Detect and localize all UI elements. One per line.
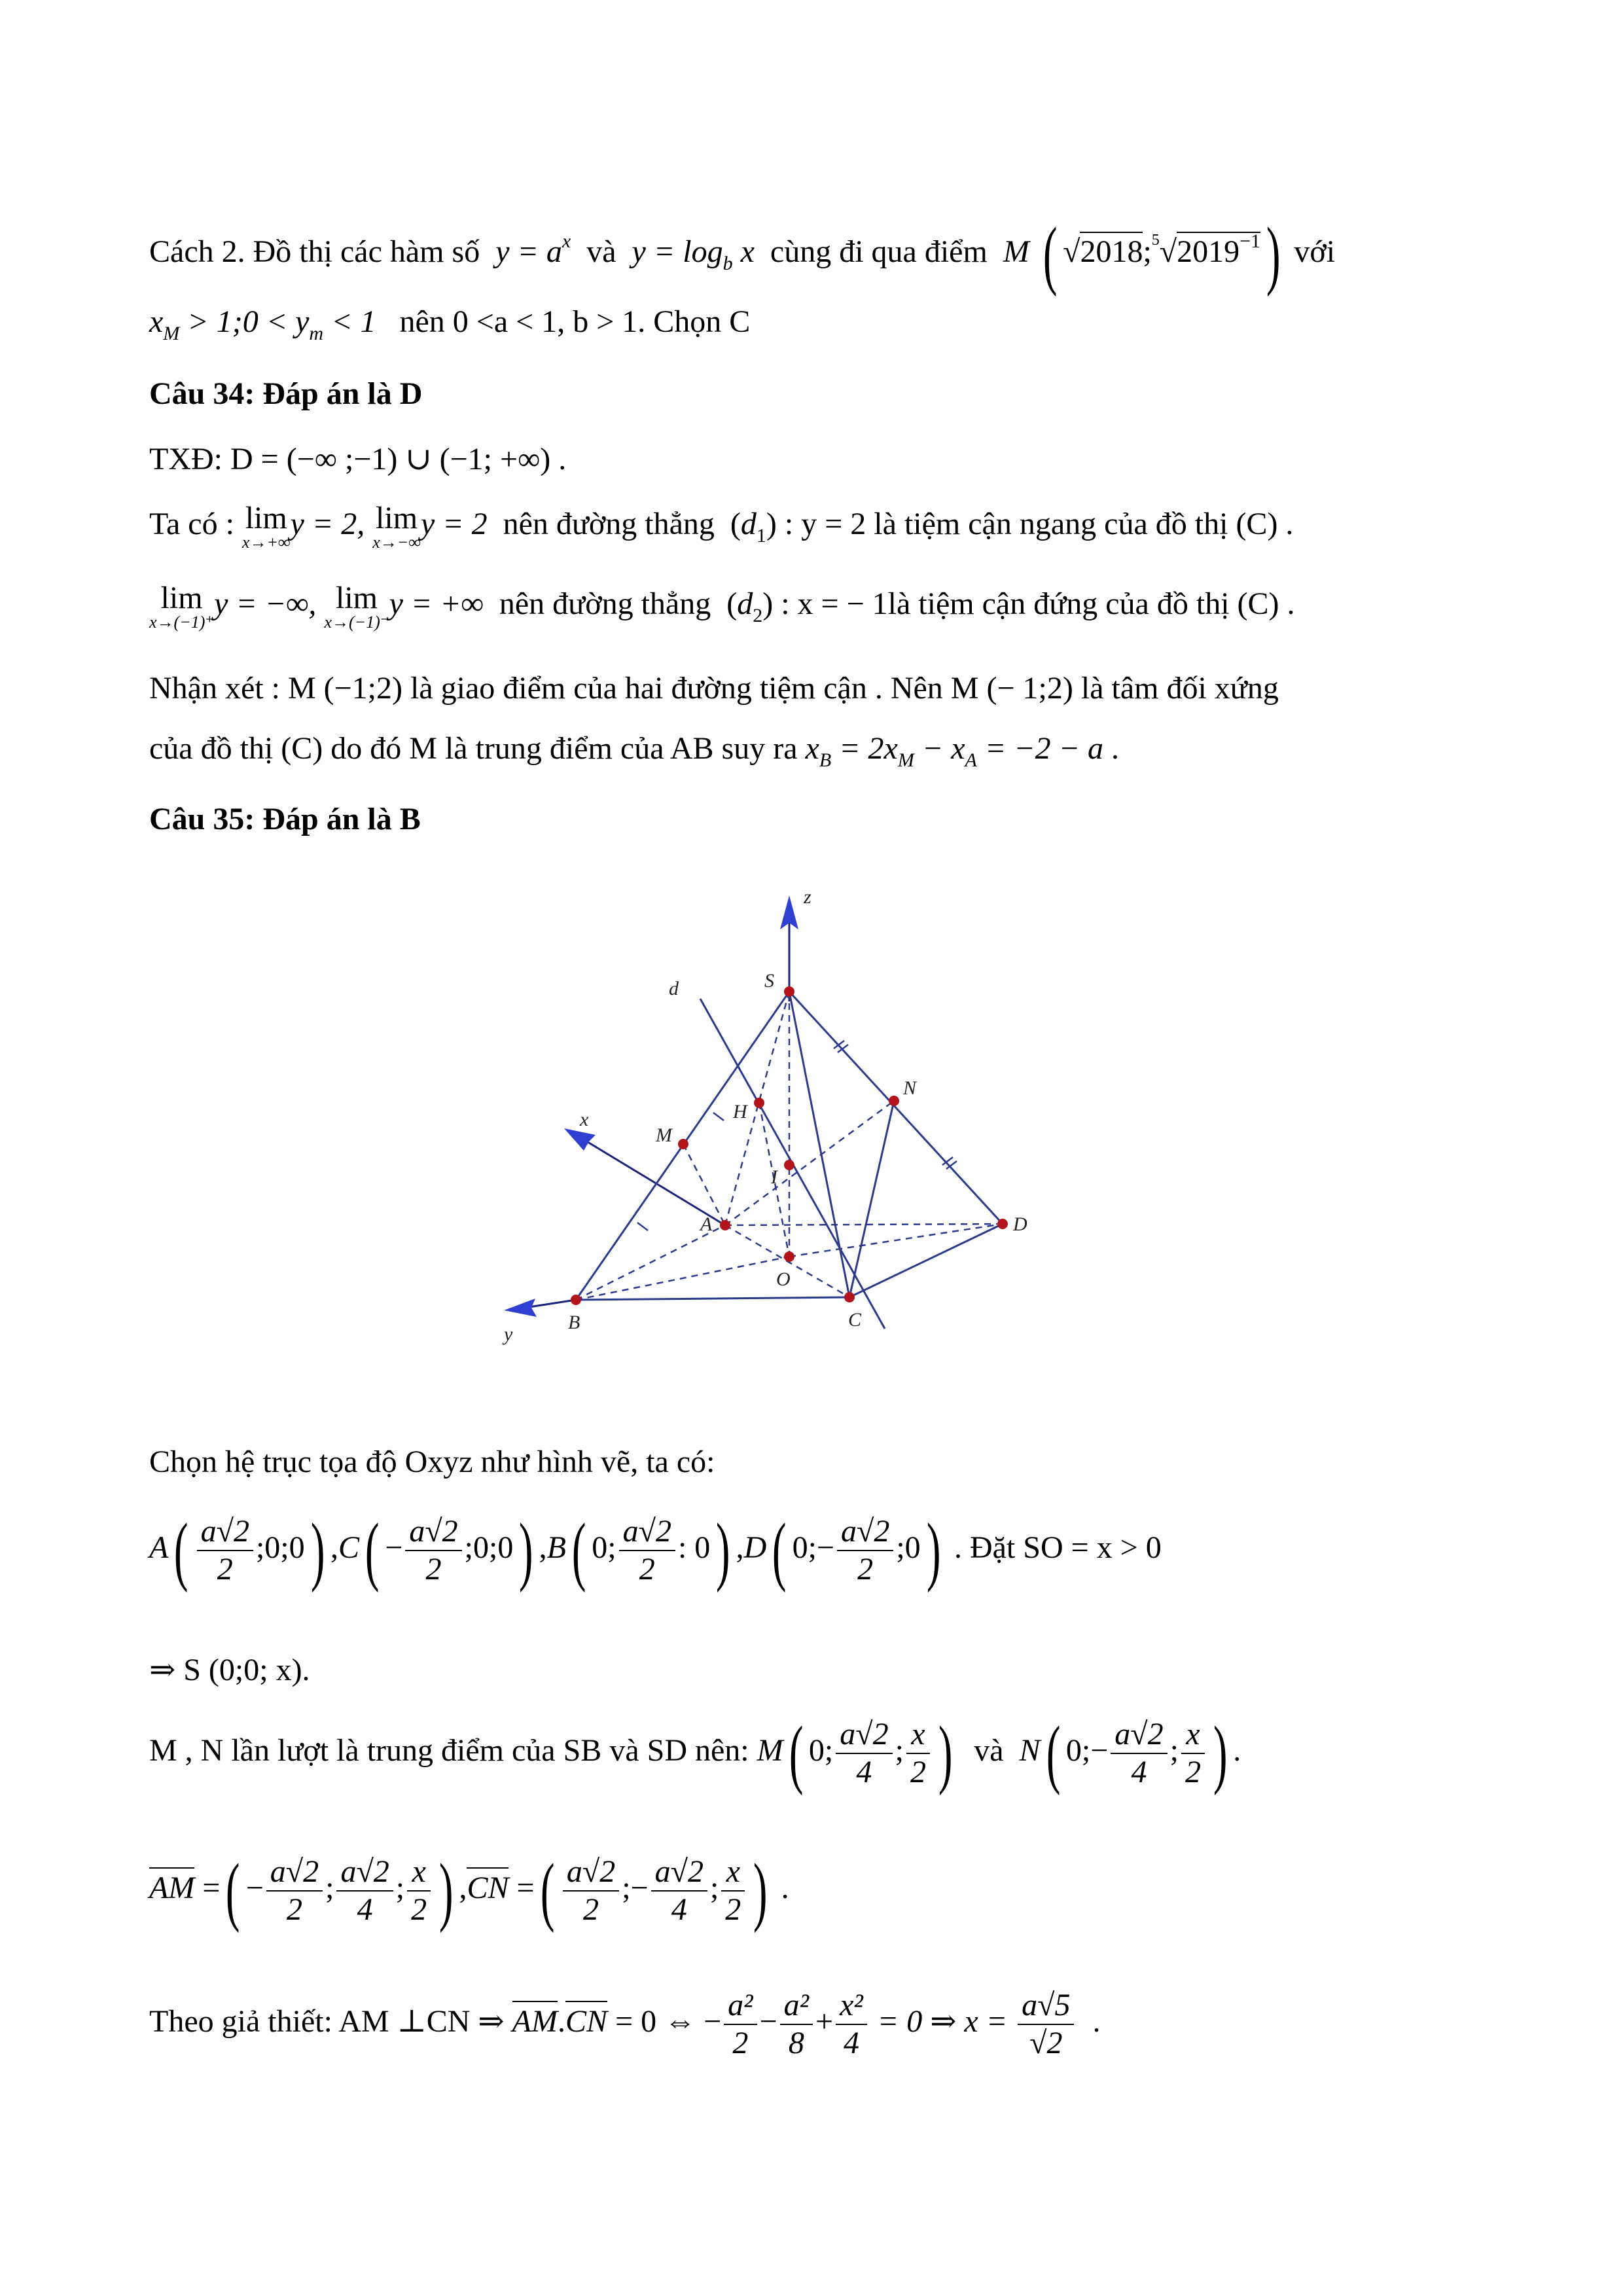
svg-text:z: z	[804, 886, 812, 908]
q35-choose-axes: Chọn hệ trục tọa độ Oxyz như hình vẽ, ta có:	[149, 1444, 715, 1479]
pyramid-figure	[484, 877, 1073, 1374]
svg-text:y: y	[504, 1323, 513, 1345]
q35-heading: Câu 35: Đáp án là B	[149, 802, 421, 836]
cach2-line1: Cách 2. Đồ thị các hàm số $y = a^x$ và $y = \log_b x$ cùng đi qua điểm M ( $√2018;^5√2019^{-1}$) với	[149, 211, 1336, 297]
eq-log: $y = \log_b x$	[632, 234, 755, 275]
limit-2: lim x→−∞	[372, 501, 421, 552]
point-m: M	[1003, 234, 1029, 270]
q34-line3: Ta có : lim x→+∞ y = 2, lim x→−∞ y = 2 nên đường thẳng $(d_1)$ : y = 2 là tiệm cận ngang của đồ thị (C) .	[149, 501, 1294, 552]
svg-text:N: N	[903, 1077, 917, 1099]
svg-text:O: O	[776, 1268, 791, 1290]
q35-midpoints: M , N lần lượt là trung điểm của SB và SD nên: M( 0; $\frac{a√2}{4}$ ; $\frac{x}{2}$ ) và N( 0;− $\frac{a√2}{4}$ ; $\frac{x}{2}$ ) .	[149, 1710, 1241, 1796]
svg-text:M: M	[656, 1124, 672, 1146]
svg-text:S: S	[764, 970, 774, 992]
q35-coords: A( $\frac{a√2}{2}$ ;0;0) ,C( − $\frac{a√2}{2}$ ;0;0) ,B( 0; $\frac{a√2}{2}$ : 0) ,D( 0;− $\frac{a√2}{2}$ ;0) . Đặt SO = x > 0	[149, 1507, 1162, 1593]
q34-line6: của đồ thị (C) do đó M là trung điểm của AB suy ra $x_B = 2x_M - x_A = -2 - a$ .	[149, 731, 1120, 771]
svg-text:A: A	[700, 1213, 713, 1235]
y-arrow	[504, 1299, 537, 1317]
conclusion-text: nên 0 <a < 1, b > 1. Chọn C	[399, 304, 751, 339]
svg-text:x: x	[580, 1109, 589, 1130]
q34-remark: Nhận xét : M (−1;2) là giao điểm của hai đường tiệm cận . Nên M (− 1;2) là tâm đối xứng	[149, 671, 1279, 706]
eq-exp: $y = a^x$	[495, 230, 571, 270]
limit-3: lim x→(−1)⁺	[149, 581, 215, 632]
cach2-line2: $x_M$ > 1;0 < $y_m < 1$ nên 0 <a < 1, b > 1. Chọn C	[149, 304, 751, 344]
q34-line4: lim x→(−1)⁺ y = −∞, lim x→(−1)⁻ y = +∞ nên đường thẳng $(d_2)$ : x = − 1là tiệm cận đứng của đồ thị (C) .	[149, 581, 1295, 632]
svg-text:d: d	[669, 978, 679, 999]
voi-text: với	[1294, 234, 1336, 270]
limit-1: lim x→+∞	[241, 501, 291, 552]
svg-text:H: H	[733, 1101, 747, 1122]
q35-conclusion: Theo giả thiết: AM ⊥CN ⇒ AM.CN = 0 ⇔ − $\frac{\text{a²}}{2}$ − $\frac{\text{a²}}{8}$ + $\frac{\text{x²}}{4}$ = 0 ⇒ x = $\frac{a√5}{√2}$ .	[149, 1988, 1101, 2060]
limit-4: lim x→(−1)⁻	[324, 581, 389, 632]
svg-text:C: C	[848, 1309, 862, 1331]
svg-text:I: I	[771, 1166, 777, 1188]
x-axis	[582, 1139, 725, 1225]
q35-vectors: AM =( − $\frac{a√2}{2}$ ; $\frac{a√2}{4}$ ; $\frac{x}{2}$ ) ,CN =( $\frac{a√2}{2}$ ;− $\frac{a√2}{4}$ ; $\frac{x}{2}$ ) .	[149, 1848, 789, 1933]
svg-text:D: D	[1013, 1213, 1027, 1235]
and-text: và	[586, 234, 616, 270]
pass-text: cùng đi qua điểm	[770, 234, 988, 270]
svg-text:B: B	[568, 1312, 580, 1333]
q35-s-point: ⇒ S (0;0; x).	[149, 1653, 310, 1687]
cach2-text: Cách 2. Đồ thị các hàm số	[149, 234, 480, 270]
point-m-coords: $√2018;^5√2019^{-1}$	[1063, 230, 1261, 270]
q34-domain: TXĐ: D = (−∞ ;−1) ∪ (−1; +∞) .	[149, 442, 567, 476]
q34-heading: Câu 34: Đáp án là D	[149, 376, 423, 411]
x-arrow	[564, 1128, 596, 1151]
